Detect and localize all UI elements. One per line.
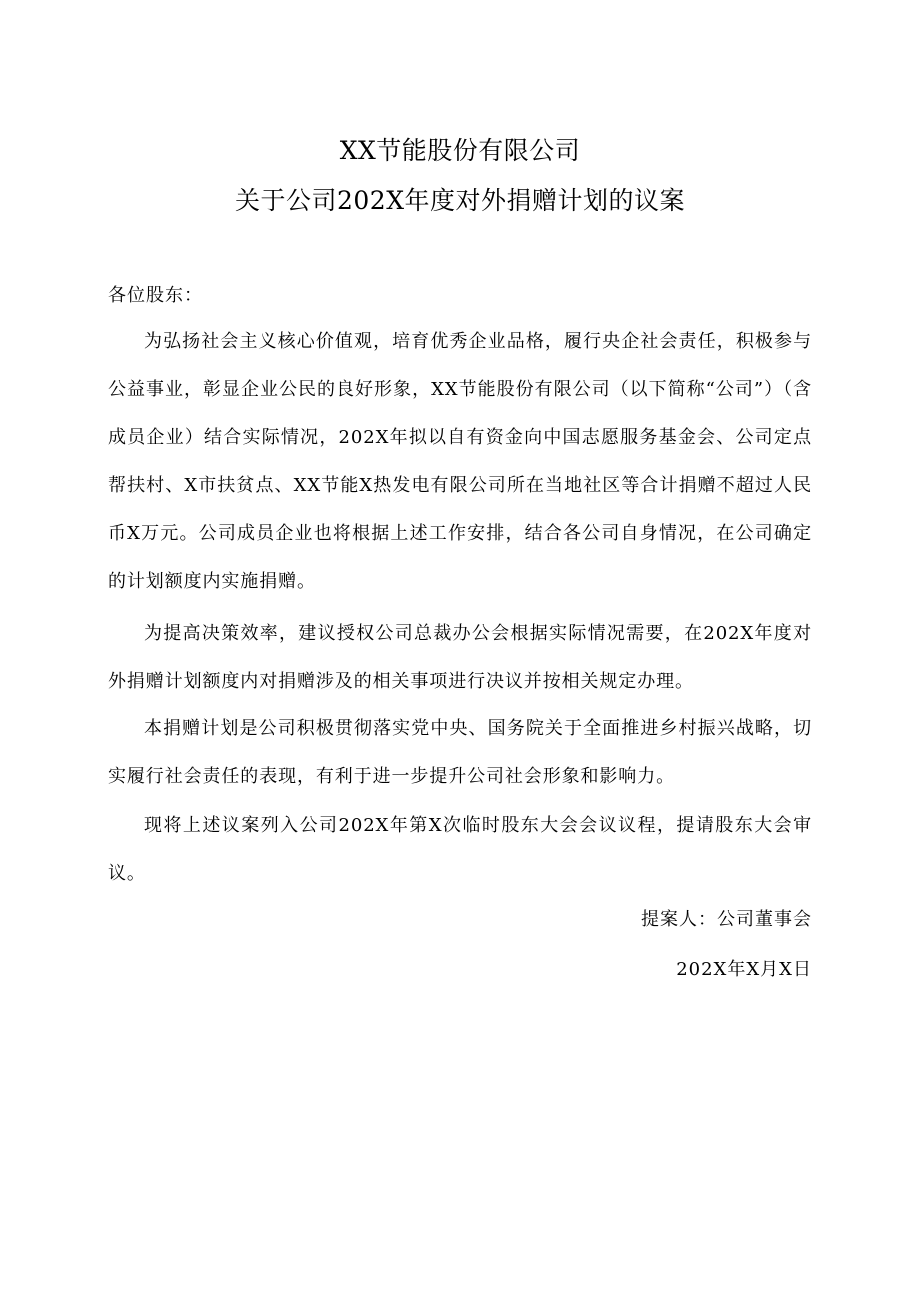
document-title-subject: 关于公司202X年度对外捐赠计划的议案 [234,186,686,215]
paragraph-donation-plan: 为弘扬社会主义核心价值观，培育优秀企业品格，履行央企社会责任，积极参与公益事业，彰显企业公民的良好形象，XX节能股份有限公司（以下简称“公司”）（含成员企业）结合实际情况，202X年拟以自有资金向中国志愿服务基金会、公司定点帮扶村、X市扶贫点、XX节能X热发电有限公司所在当地社区等合计捐赠不超过人民币X万元。公司成员企业也将根据上述工作安排，结合各公司自身情况，在公司确定的计划额度内实施捐赠。 [108,331,812,592]
paragraph-submission: 现将上述议案列入公司202X年第X次临时股东大会会议议程，提请股东大会审议。 [108,815,812,884]
document-title-company: XX节能股份有限公司 [339,136,581,165]
proposer-signature: 提案人：公司董事会 [641,909,812,930]
document-date: 202X年X月X日 [676,959,812,980]
salutation: 各位股东： [108,285,203,306]
paragraph-significance: 本捐赠计划是公司积极贯彻落实党中央、国务院关于全面推进乡村振兴战略，切实履行社会责任的表现，有利于进一步提升公司社会形象和影响力。 [108,718,812,787]
paragraph-authorization: 为提高决策效率，建议授权公司总裁办公会根据实际情况需要，在202X年度对外捐赠计划额度内对捐赠涉及的相关事项进行决议并按相关规定办理。 [108,623,812,692]
